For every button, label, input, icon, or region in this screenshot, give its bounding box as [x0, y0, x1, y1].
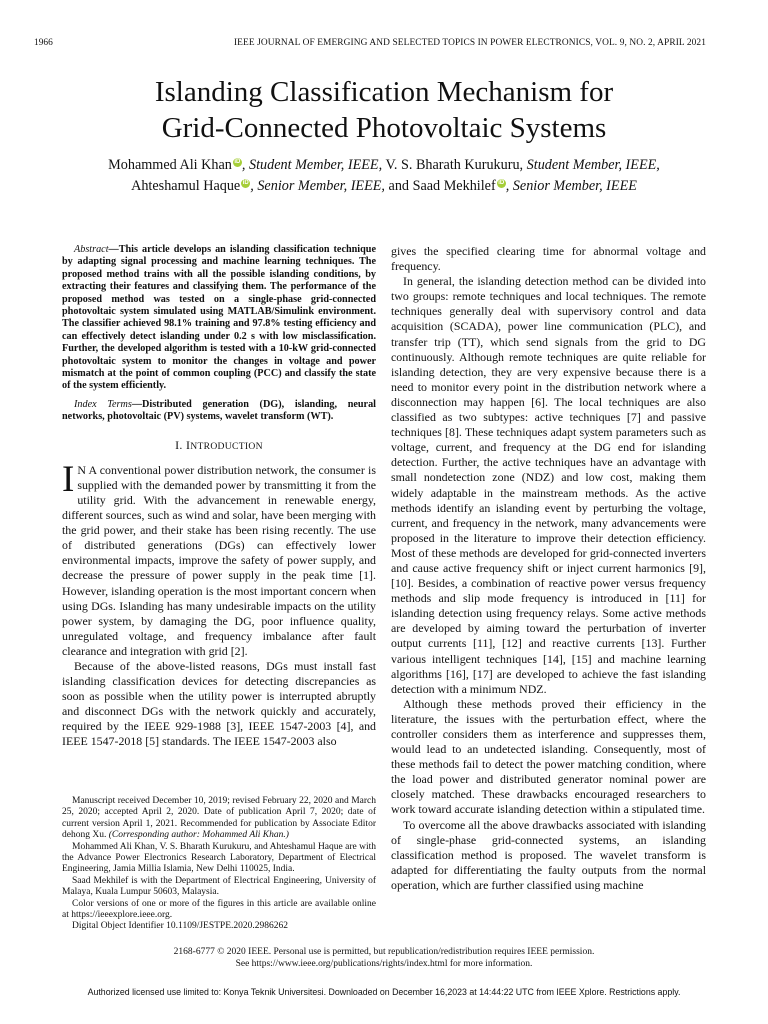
copyright-line-1: 2168-6777 © 2020 IEEE. Personal use is permitted, but republication/redistribution requires IEEE permission. [173, 947, 595, 957]
index-terms [62, 399, 376, 424]
section-numeral: I. I [175, 437, 191, 452]
right-paragraph-0: gives the specified clearing time for abnormal voltage and frequency. [391, 244, 706, 274]
footnote-affiliation-2: Saad Mekhilef is with the Department of Electrical Engineering, University of Malaya, Kuala Lumpur 50603, Malaysia. [62, 875, 376, 898]
abstract-dash: — [108, 244, 119, 255]
author-name: Ahteshamul Haque [131, 178, 241, 194]
abstract-label: Abstract [74, 244, 109, 255]
title-line-1: Islanding Classification Mechanism for [154, 76, 614, 108]
right-paragraph-3: To overcome all the above drawbacks associated with islanding of single-phase grid-connected systems, an islanding classification method is proposed. The wavelet transform is adapted for differentiating the faulty outputs from the normal operation, which are further classified using machine [391, 817, 706, 892]
abstract [62, 244, 376, 393]
author-membership: Student Member, IEEE, [523, 157, 660, 173]
copyright-line-2: See https://www.ieee.org/publications/rights/index.html for more information. [235, 958, 533, 969]
author-membership: , Senior Member, IEEE, [250, 178, 385, 194]
index-terms-text: Distributed generation (DG), islanding, neural networks, photovoltaic (PV) systems, wavelet transform (WT). [62, 398, 376, 423]
index-terms-dash: — [131, 398, 143, 410]
footnote-manuscript [62, 796, 376, 842]
drop-cap: I [62, 458, 75, 500]
corresponding-author: (Corresponding author: Mohammed Ali Khan.) [108, 830, 289, 841]
author-name: and Saad Mekhilef [384, 178, 496, 194]
author-line-2 [0, 176, 768, 197]
orcid-icon[interactable]: iD [234, 159, 241, 166]
orcid-icon[interactable]: iD [242, 180, 249, 187]
footnote-doi: Digital Object Identifier 10.1109/JESTPE.2020.2986262 [72, 921, 289, 932]
page-number: 1966 [34, 38, 53, 48]
author-list [0, 155, 768, 197]
license-footer: Authorized licensed use limited to: Konya Teknik Universitesi. Downloaded on December 16,2023 at 14:44:22 UTC from IEEE Xplore. Restrictions apply. [87, 987, 681, 997]
orcid-icon[interactable]: iD [498, 180, 505, 187]
section-title: NTRODUCTION [190, 440, 263, 452]
index-terms-label: Index Terms [74, 398, 132, 410]
author-name: V. S. Bharath Kurukuru, [382, 157, 524, 173]
author-name: Mohammed Ali Khan [108, 157, 232, 173]
intro-paragraph-1 [62, 458, 376, 659]
left-column [62, 244, 376, 750]
footnote-affiliation-1: Mohammed Ali Khan, V. S. Bharath Kurukuru, and Ahteshamul Haque are with the Advance Power Electronics Research Laboratory, Department of Electrical Engineering, Jamia Millia Islamia, New Delhi 110025, India. [62, 841, 376, 875]
author-membership: , Senior Member, IEEE [505, 178, 637, 194]
author-line-1 [0, 155, 768, 176]
footnote-text: Manuscript received December 10, 2019; revised February 22, 2020 and March 25, 2020; accepted April 2, 2020. Date of publication April 7, 2020; date of current version April 1, 2021. Recommended for publication by Associate Editor dehong Xu. [62, 796, 376, 841]
right-paragraph-2: Although these methods proved their efficiency in the literature, the issues with the perturbation effect, where the controller considers them as interference and suppresses them, would lead to an undetected islanding. Consequently, most of these methods fail to detect the power matching condition, where the load power and distributed generator nominal power are closely matched. These drawbacks encouraged researchers to work toward accurate islanding detection within a stipulated time. [391, 696, 706, 817]
copyright-notice [0, 947, 768, 970]
author-membership: , Student Member, IEEE, [241, 157, 383, 173]
right-column [391, 244, 706, 893]
right-paragraph-1: In general, the islanding detection method can be divided into two groups: remote techniques and local techniques. The remote techniques generally deal with supervisory control and data acquisition (SCADA), power line communication (PLC), and transfer trip (TT), which send signals from the grid to DG continuously. Although remote techniques are quite reliable for islanding detection, they are very expensive because there is a need to monitor every point in the distribution network where a disconnection may happen [6]. The local techniques are also classified as two subtypes: active techniques [7] and passive techniques [8]. These techniques adapt system parameters such as voltage, current, and frequency at the DG end for islanding detection. Further, the active techniques have an advantage with small nondetection zone (NDZ) and low cost, making them widely adaptable in the mainstream methods. As the active methods identify an islanding event by perturbing the voltage, current, and frequency in the network, many advancements were proposed in the literature to improve their detection efficiency. Most of these methods are developed for grid-connected inverters and cause active frequency shift or inject current harmonics [9], [10]. Besides, a combination of reactive power versus frequency methods and slip mode frequency is introduced in [11] for islanding detection using frequency relays. Some active methods are developed by aiming toward the perturbation of inverter output currents [11], [12] and reactive currents [13]. Further various intelligent techniques [14], [15] and machine learning algorithms [16], [17] are developed to achieve the fast islanding detection with a minimum NDZ. [391, 274, 706, 696]
footnote-color: Color versions of one or more of the figures in this article are available online at https://ieeexplore.ieee.org. [62, 898, 376, 921]
title-line-2: Grid-Connected Photovoltaic Systems [161, 112, 607, 144]
abstract-text: This article develops an islanding classification technique by adapting signal processing and machine learning techniques. The proposed method trains with all the possible islanding conditions, by extracting their features and classifying them. The performance of the proposed method was tested on a single-phase grid-connected photovoltaic system simulated using MATLAB/Simulink environment. The classifier achieved 98.1% training and 97.8% testing efficiency and can effectively detect islanding under 0.2 s with low misclassification. Further, the developed algorithm is tested with a 10-kW grid-connected photovoltaic system to monitor the changes in voltage and power mismatch at the point of common coupling (PCC) and classify the state of the system efficiently. [62, 244, 376, 392]
section-heading [62, 438, 376, 454]
paper-title [0, 74, 768, 146]
intro-text-1: N A conventional power distribution network, the consumer is supplied with the demanded power by transmitting it from the utility grid. With the advancement in renewable energy, different sources, such as wind and solar, have been merging with the grid power, and their stake has been rising recently. The use of distributed generations (DGs) can effectively lower environmental impacts, improve the safety of power supply, and decrease the pressure of power supply in the peak time [1]. However, islanding operation is the most important concern when using DGs. Islanding has many undesirable impacts on the utility power system, by damaging the DG, poor influence quality, unregulated voltage, and frequency imbalance after fault clearance and integration with grid [2]. [62, 462, 376, 658]
intro-paragraph-2: Because of the above-listed reasons, DGs must install fast islanding classification devices for detecting discrepancies as soon as possible when the utility power is interrupted abruptly and disconnect DGs with the network quickly and accurately, required by the IEEE 929-1988 [3], IEEE 1547-2003 [4], and IEEE 1547-2018 [5] standards. The IEEE 1547-2003 also [62, 659, 376, 749]
running-header: IEEE JOURNAL OF EMERGING AND SELECTED TOPICS IN POWER ELECTRONICS, VOL. 9, NO. 2, APRIL 2021 [233, 38, 706, 48]
footnotes [62, 796, 376, 933]
